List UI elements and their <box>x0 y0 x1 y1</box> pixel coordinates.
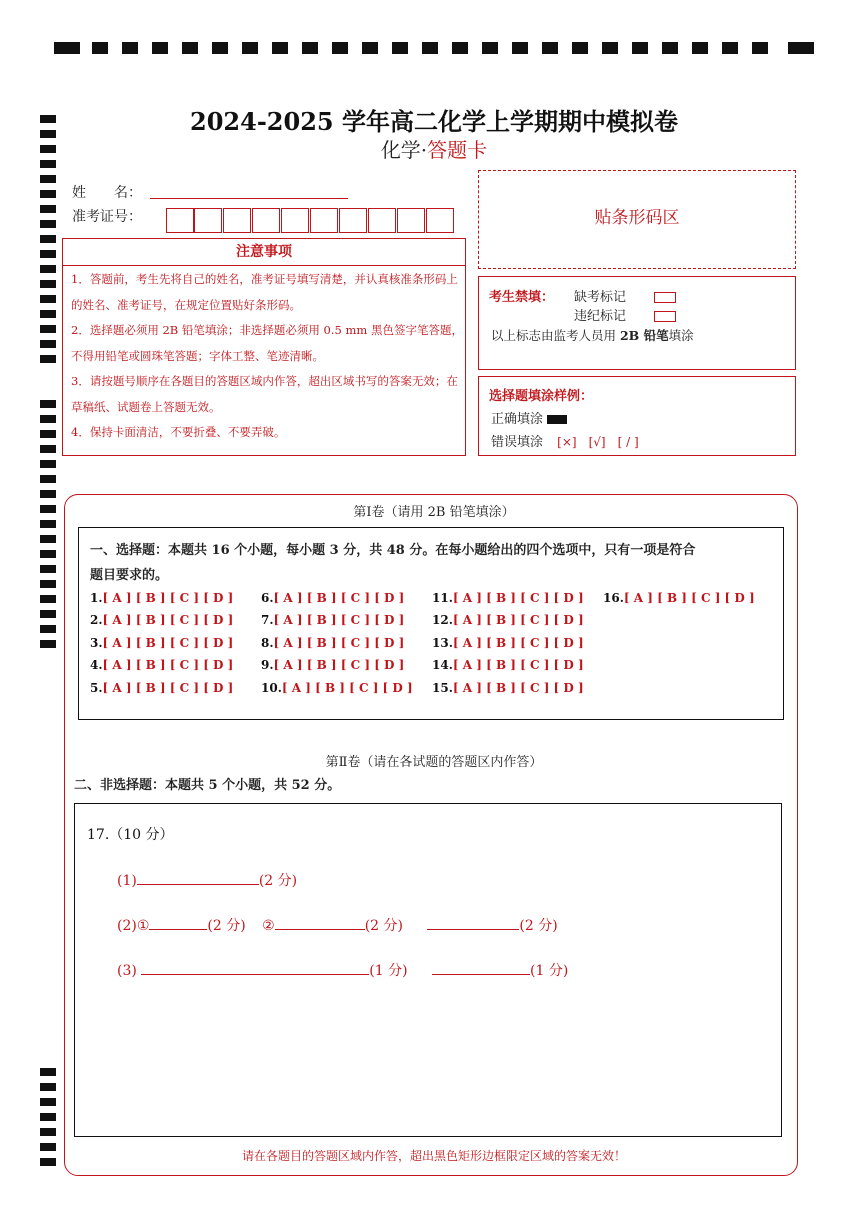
absent-label: 缺考标记 <box>574 290 627 305</box>
wrong-marks: [×] [√] [ / ] <box>557 435 639 449</box>
violation-label: 违纪标记 <box>574 309 627 324</box>
question-15[interactable]: 15.[ A ] [ B ] [ C ] [ D ] <box>432 681 584 695</box>
notice-item-2: 2．选择题必须用 2B 铅笔填涂；非选择题必须用 0.5 mm 黑色签字笔答题，不得用铅笔或圆珠笔答题；字体工整、笔迹清晰。 <box>71 323 463 363</box>
forbidden-label: 考生禁填： <box>489 290 555 305</box>
barcode-area: 贴条形码区 <box>478 170 796 269</box>
part1-header: 第Ⅰ卷（请用 2B 铅笔填涂） <box>353 505 515 520</box>
q17-part1-blank[interactable] <box>137 884 259 885</box>
mc-instructions-1: 一、选择题：本题共 16 个小题，每小题 3 分，共 48 分。在每小题给出的四个选项中，只有一项是符合 <box>90 543 696 558</box>
notice-title: 注意事项 <box>63 239 465 266</box>
question-4[interactable]: 4.[ A ] [ B ] [ C ] [ D ] <box>90 658 234 672</box>
multiple-choice-box <box>78 527 784 720</box>
question-2[interactable]: 2.[ A ] [ B ] [ C ] [ D ] <box>90 613 234 627</box>
question-16[interactable]: 16.[ A ] [ B ] [ C ] [ D ] <box>603 591 755 605</box>
q17-part2a-blank[interactable] <box>149 929 207 930</box>
q17-part1: (1) (2 分) <box>117 873 298 889</box>
question-14[interactable]: 14.[ A ] [ B ] [ C ] [ D ] <box>432 658 584 672</box>
q17-part3b-blank[interactable] <box>432 974 530 975</box>
violation-checkbox[interactable] <box>654 311 676 322</box>
q17-title: 17.（10 分） <box>87 827 174 843</box>
q17-answer-box <box>74 803 782 1137</box>
question-13[interactable]: 13.[ A ] [ B ] [ C ] [ D ] <box>432 636 584 650</box>
q17-part2c-blank[interactable] <box>427 929 519 930</box>
forbidden-fill-box <box>478 276 796 370</box>
violation-mark <box>574 305 676 324</box>
page-subtitle <box>0 134 868 163</box>
filled-block-icon <box>547 415 567 424</box>
sample-correct: 正确填涂 <box>491 408 567 427</box>
sample-title: 选择题填涂样例： <box>489 389 594 404</box>
question-8[interactable]: 8.[ A ] [ B ] [ C ] [ D ] <box>261 636 405 650</box>
question-12[interactable]: 12.[ A ] [ B ] [ C ] [ D ] <box>432 613 584 627</box>
subtitle-card: 答题卡 <box>427 138 488 162</box>
question-3[interactable]: 3.[ A ] [ B ] [ C ] [ D ] <box>90 636 234 650</box>
name-label: 姓 名： <box>72 185 142 201</box>
q17-part3a-blank[interactable] <box>141 974 369 975</box>
sample-wrong: 错误填涂 [×] [√] [ / ] <box>491 435 639 450</box>
question-7[interactable]: 7.[ A ] [ B ] [ C ] [ D ] <box>261 613 405 627</box>
id-label: 准考证号： <box>72 209 142 225</box>
fill-sample-box <box>478 376 796 456</box>
q17-part2: (2)① (2 分) ② (2 分) (2 分) <box>117 918 558 934</box>
absent-mark <box>574 286 676 305</box>
page-title: 2024-2025 学年高二化学上学期期中模拟卷 <box>190 107 678 136</box>
notice-item-3: 3．请按题号顺序在各题目的答题区域内作答，超出区域书写的答案无效；在草稿纸、试题卷上答题无效。 <box>71 374 458 414</box>
question-11[interactable]: 11.[ A ] [ B ] [ C ] [ D ] <box>432 591 584 605</box>
subtitle-subject: 化学· <box>380 138 428 162</box>
notice-item-1: 1．答题前，考生先将自己的姓名，准考证号填写清楚，并认真核准条形码上的姓名、准考证号，在规定位置贴好条形码。 <box>71 272 458 312</box>
forbidden-note: 以上标志由监考人员用 2B 铅笔填涂 <box>491 328 694 343</box>
part2-header: 第Ⅱ卷（请在各试题的答题区内作答） <box>325 755 543 770</box>
question-5[interactable]: 5.[ A ] [ B ] [ C ] [ D ] <box>90 681 234 695</box>
mc-instructions-2: 题目要求的。 <box>90 568 169 583</box>
question-6[interactable]: 6.[ A ] [ B ] [ C ] [ D ] <box>261 591 405 605</box>
q17-part2b-blank[interactable] <box>275 929 365 930</box>
notice-box <box>62 238 466 456</box>
footer-warning: 请在各题目的答题区域内作答，超出黑色矩形边框限定区域的答案无效！ <box>241 1149 626 1163</box>
part2-instructions: 二、非选择题：本题共 5 个小题，共 52 分。 <box>74 778 341 793</box>
question-1[interactable]: 1.[ A ] [ B ] [ C ] [ D ] <box>90 591 234 605</box>
name-field[interactable] <box>150 198 348 199</box>
absent-checkbox[interactable] <box>654 292 676 303</box>
q17-part3: (3) (1 分) (1 分) <box>117 963 569 979</box>
question-10[interactable]: 10.[ A ] [ B ] [ C ] [ D ] <box>261 681 413 695</box>
notice-item-4: 4．保持卡面清洁，不要折叠、不要弄破。 <box>71 425 286 439</box>
question-9[interactable]: 9.[ A ] [ B ] [ C ] [ D ] <box>261 658 405 672</box>
